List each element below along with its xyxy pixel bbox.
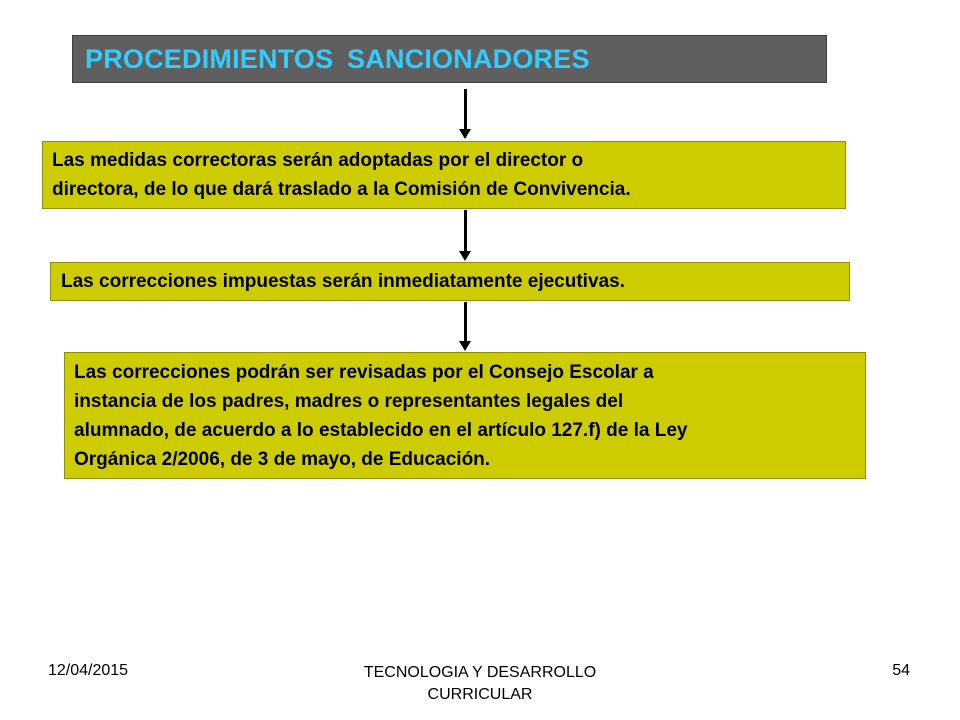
step-1-line-1: Las medidas correctoras serán adoptadas por el director o [52,150,584,171]
footer-course-title [300,662,660,706]
slide-title: PROCEDIMIENTOS SANCIONADORES [85,43,590,74]
arrow-down-icon [459,129,471,139]
footer-course-line-1: TECNOLOGIA Y DESARROLLO [363,664,597,681]
arrow-shaft [464,302,467,343]
step-3-line-2: instancia de los padres, madres o representantes legales del [74,391,624,412]
arrow-shaft [464,89,467,131]
step-box-1 [42,141,846,209]
footer-course-line-2: CURRICULAR [427,686,533,703]
step-3-line-3: alumnado, de acuerdo a lo establecido en el artículo 127.f) de la Ley [74,420,688,441]
arrow-shaft [464,210,467,253]
arrow-down-icon [459,341,471,351]
arrow-down-icon [459,251,471,261]
footer-date: 12/04/2015 [48,662,129,679]
page-number: 54 [892,662,910,679]
slide-title-box [72,35,827,83]
step-2-line-1: Las correcciones impuestas serán inmediatamente ejecutivas. [61,271,625,292]
step-box-2 [50,262,850,301]
step-1-line-2: directora, de lo que dará traslado a la Comisión de Convivencia. [52,179,631,200]
step-3-line-1: Las correcciones podrán ser revisadas por el Consejo Escolar a [74,362,654,383]
step-box-3 [64,352,866,479]
step-3-line-4: Orgánica 2/2006, de 3 de mayo, de Educación. [74,449,491,470]
